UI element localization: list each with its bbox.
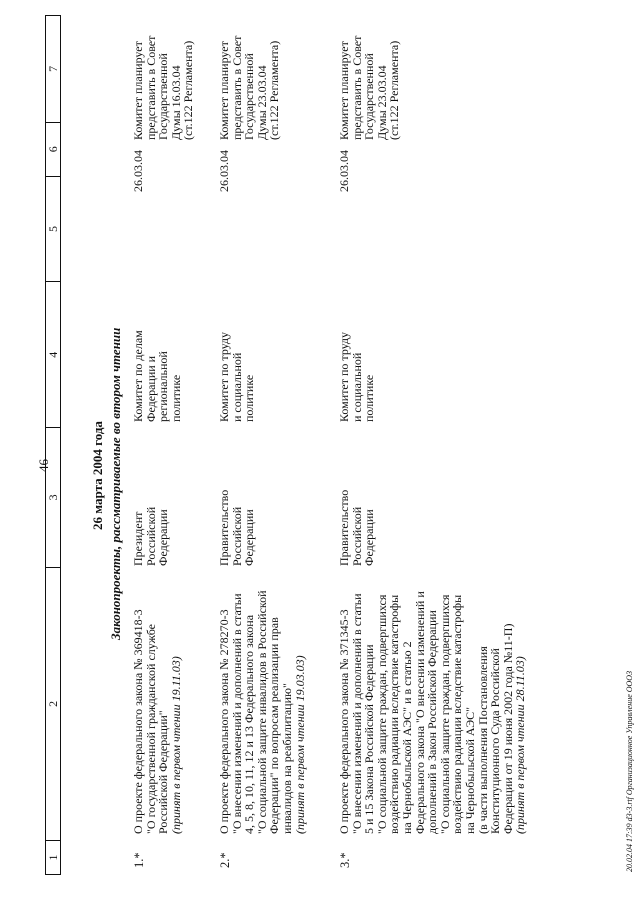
note-line: Государственной bbox=[242, 53, 257, 140]
row-initiator bbox=[338, 490, 376, 566]
description-line: дополнений в Закон Российской Федерации bbox=[425, 610, 440, 834]
initiator-line: Президент bbox=[131, 511, 145, 566]
row-note bbox=[218, 36, 281, 140]
description-line: воздействию радиации вследствие катастрофы bbox=[387, 594, 402, 834]
description-line: "О социальной защите граждан, подвергшихся bbox=[374, 594, 389, 834]
note-line: Государственной bbox=[362, 53, 377, 140]
committee-line: политике bbox=[168, 374, 183, 422]
header-col-7: 7 bbox=[46, 65, 60, 72]
description-line: на Чернобыльской АЭС" и в статью 2 bbox=[399, 641, 414, 834]
note-line: представить в Совет bbox=[349, 35, 364, 140]
note-line: Думы 23.03.04 bbox=[374, 65, 389, 140]
row-committee bbox=[132, 330, 182, 422]
description-line: (в части выполнения Постановления bbox=[475, 646, 490, 834]
row-initiator bbox=[218, 490, 256, 566]
row-note bbox=[338, 36, 401, 140]
description-line: "О внесении изменений и дополнений в статьи bbox=[349, 593, 364, 834]
date-heading: 26 марта 2004 года bbox=[90, 421, 105, 530]
description-line: Конституционного Суда Российской bbox=[488, 648, 503, 834]
description-line: Федерации от 19 июня 2002 года №11-П) bbox=[500, 623, 515, 834]
footer-note: 20.02.04 17:39 d3-3.rtf Организационное Управление ООО3 bbox=[625, 670, 634, 872]
initiator-line: Федерации bbox=[156, 509, 171, 566]
page-number: 46 bbox=[36, 459, 51, 472]
header-col-5: 5 bbox=[46, 176, 60, 282]
column-number-header bbox=[45, 15, 61, 875]
committee-line: Комитет по труду bbox=[217, 331, 231, 422]
row-note bbox=[132, 36, 195, 140]
row-description bbox=[132, 584, 182, 834]
section-heading: Законопроекты, рассматриваемые во втором чтении bbox=[108, 327, 123, 640]
initiator-line: Федерации bbox=[362, 509, 377, 566]
initiator-line: Правительство bbox=[217, 489, 231, 566]
description-line: воздействию радиации вследствие катастрофы bbox=[450, 594, 465, 834]
description-line: 5 и 15 Закона Российской Федерации bbox=[362, 644, 377, 834]
note-line: (ст.122 Регламента) bbox=[181, 40, 196, 140]
initiator-line: Российской bbox=[349, 506, 364, 566]
note-line: (ст.122 Регламента) bbox=[387, 40, 402, 140]
initiator-line: Российской bbox=[143, 506, 158, 566]
row-date: 26.03.04 bbox=[217, 150, 231, 192]
row-number: 3.* bbox=[338, 852, 352, 868]
committee-line: Федерации и bbox=[143, 355, 158, 422]
row-description bbox=[218, 584, 306, 834]
committee-line: региональной bbox=[156, 351, 171, 422]
header-col-3: 3 bbox=[46, 427, 60, 567]
committee-line: политике bbox=[362, 374, 377, 422]
header-col-6: 6 bbox=[46, 122, 60, 176]
description-line: "О социальной защите инвалидов в Российской bbox=[254, 590, 269, 834]
note-line: представить в Совет bbox=[229, 35, 244, 140]
row-date: 26.03.04 bbox=[131, 150, 145, 192]
row-committee bbox=[218, 332, 256, 422]
description-line: 4, 5, 8, 10, 11, 12 и 13 Федерального закона bbox=[242, 614, 257, 834]
description-line: на Чернобыльской АЭС" bbox=[462, 706, 477, 834]
description-line: (принят в первом чтении 19.11.03) bbox=[168, 656, 183, 834]
description-line: "О государственной гражданской службе bbox=[143, 623, 158, 834]
note-line: Государственной bbox=[156, 53, 171, 140]
header-col-2: 2 bbox=[46, 567, 60, 840]
note-line: Думы 16.03.04 bbox=[168, 65, 183, 140]
description-line: (принят в первом чтении 19.03.03) bbox=[292, 655, 307, 834]
note-line: (ст.122 Регламента) bbox=[267, 40, 282, 140]
row-date: 26.03.04 bbox=[337, 150, 351, 192]
initiator-line: Российской bbox=[229, 506, 244, 566]
description-line: "О социальной защите граждан, подвергшихся bbox=[437, 594, 452, 834]
committee-line: и социальной bbox=[229, 352, 244, 422]
description-line: О проекте федерального закона № 371345-3 bbox=[337, 609, 351, 834]
description-line: Федерации" по вопросам реализации прав bbox=[267, 617, 282, 834]
row-description bbox=[338, 584, 527, 834]
header-col-1: 1 bbox=[46, 840, 60, 874]
committee-line: и социальной bbox=[349, 352, 364, 422]
initiator-line: Правительство bbox=[337, 489, 351, 566]
description-line: (принят в первом чтении 28.11.03) bbox=[513, 656, 528, 834]
committee-line: Комитет по труду bbox=[337, 331, 351, 422]
note-line: представить в Совет bbox=[143, 35, 158, 140]
row-committee bbox=[338, 332, 376, 422]
description-line: О проекте федерального закона № 278270-3 bbox=[217, 609, 231, 834]
description-line: О проекте федерального закона № 369418-3 bbox=[131, 609, 145, 834]
note-line: Комитет планирует bbox=[131, 41, 145, 140]
initiator-line: Федерации bbox=[242, 509, 257, 566]
row-number: 2.* bbox=[218, 852, 232, 868]
committee-line: политике bbox=[242, 374, 257, 422]
note-line: Комитет планирует bbox=[217, 41, 231, 140]
note-line: Думы 23.03.04 bbox=[254, 65, 269, 140]
description-line: "О внесении изменений и дополнений в статьи bbox=[229, 593, 244, 834]
row-initiator bbox=[132, 507, 170, 566]
description-line: Российской Федерации" bbox=[156, 710, 171, 834]
description-line: Федерального закона "О внесении изменений и bbox=[412, 591, 427, 834]
committee-line: Комитет по делам bbox=[131, 330, 145, 422]
row-number: 1.* bbox=[132, 852, 146, 868]
note-line: Комитет планирует bbox=[337, 41, 351, 140]
description-line: инвалидов на реабилитацию" bbox=[279, 683, 294, 834]
header-col-4: 4 bbox=[46, 281, 60, 427]
